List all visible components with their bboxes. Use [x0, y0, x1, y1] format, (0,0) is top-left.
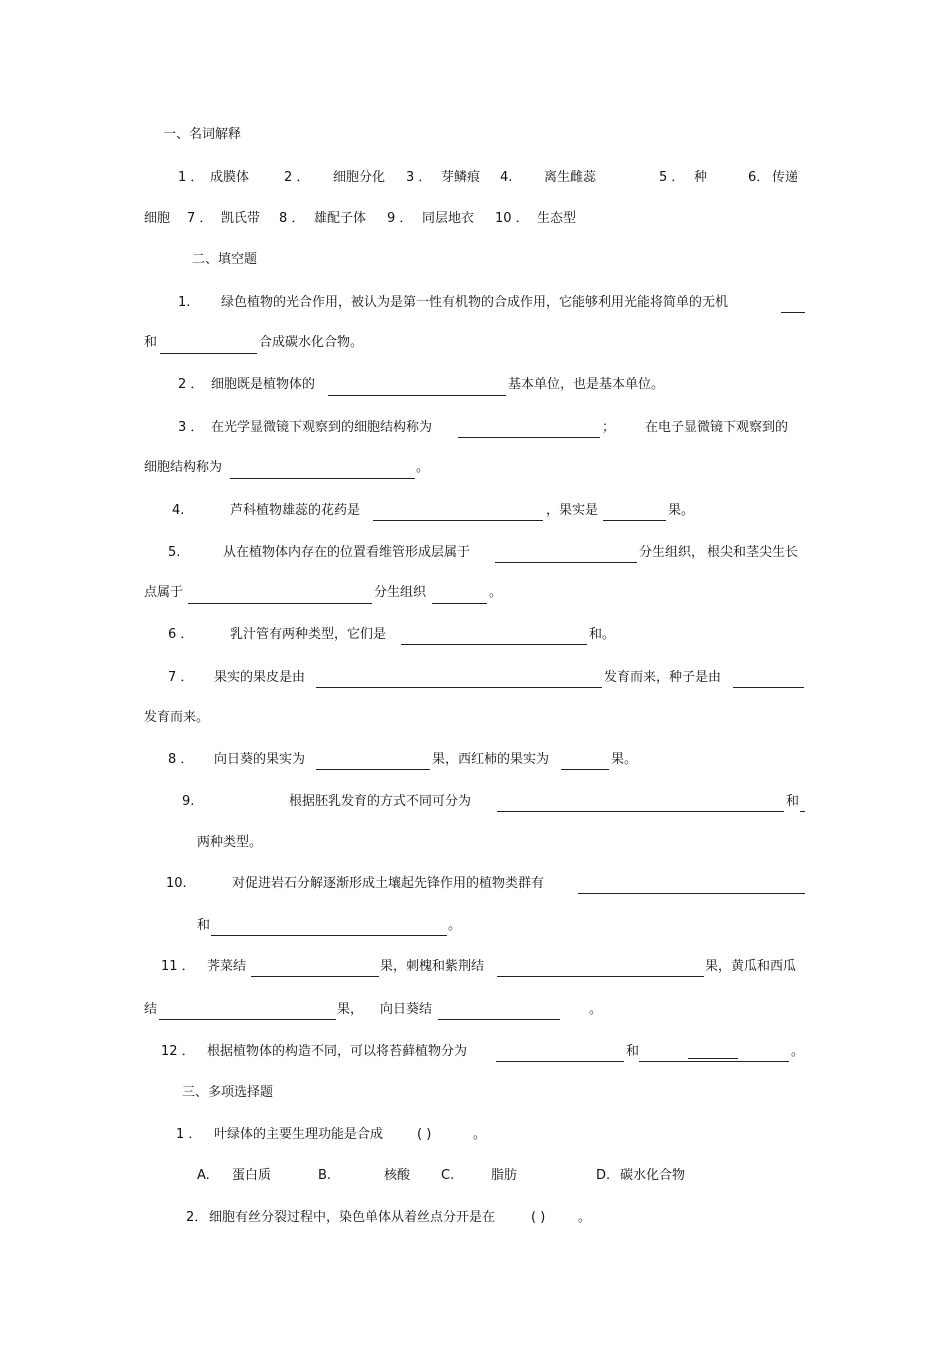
answer-parentheses[interactable]: ( ) [531, 1210, 546, 1225]
question-text: 分生组织， [639, 545, 705, 560]
question-text: 从在植物体内存在的位置看维管形成层属于 [223, 545, 471, 560]
question-text: 合成碳水化合物。 [259, 335, 364, 350]
answer-blank[interactable] [438, 1019, 560, 1020]
question-text: 。 [416, 460, 430, 475]
option-text: 蛋白质 [232, 1168, 272, 1183]
answer-blank[interactable] [497, 811, 784, 812]
question-text: 和。 [589, 627, 616, 642]
question-text: 向日葵结 [380, 1002, 433, 1017]
term-text: 雄配子体 [314, 211, 367, 226]
question-text: 根据植物体的构造不同，可以将苔藓植物分为 [207, 1044, 468, 1059]
question-text: 对促进岩石分解逐渐形成土壤起先锋作用的植物类群有 [232, 876, 545, 891]
question-text: 细胞结构称为 [144, 460, 223, 475]
term-number: 5 ． [659, 170, 685, 185]
answer-blank[interactable] [160, 353, 257, 354]
option-key: D. [596, 1168, 611, 1183]
question-text: 。 [791, 1044, 805, 1059]
question-text: 和 [197, 918, 211, 933]
term-number: 7 ． [187, 211, 213, 226]
answer-blank[interactable] [251, 976, 379, 977]
answer-blank-mark [688, 1058, 738, 1059]
question-number: 7 ． [168, 670, 194, 685]
term-text: 离生雌蕊 [544, 170, 597, 185]
question-text: 果。 [668, 503, 695, 518]
question-text: ，果实是 [546, 503, 599, 518]
term-number: 4. [500, 170, 513, 185]
term-number: 9 ． [387, 211, 413, 226]
term-number: 6． [748, 170, 770, 185]
term-number: 2 ． [284, 170, 310, 185]
question-text: 在电子显微镜下观察到的 [645, 420, 789, 435]
question-text: 。 [473, 1127, 487, 1142]
option-text: 碳水化合物 [620, 1168, 686, 1183]
question-number: 5. [168, 545, 181, 560]
answer-blank[interactable] [316, 769, 430, 770]
question-text: 。 [448, 918, 462, 933]
question-text: 乳汁管有两种类型，它们是 [230, 627, 387, 642]
question-text: 果，黄瓜和西瓜 [705, 959, 797, 974]
question-text: 果实的果皮是由 [214, 670, 306, 685]
question-text: 两种类型。 [197, 835, 263, 850]
term-number: 10 ． [495, 211, 529, 226]
question-text: 基本单位，也是基本单位。 [508, 377, 665, 392]
question-text: 。 [489, 585, 503, 600]
option-key: C. [441, 1168, 455, 1183]
question-text: 根尖和茎尖生长 [707, 545, 799, 560]
term-text: 细胞分化 [333, 170, 386, 185]
question-text: 发育而来。 [144, 710, 210, 725]
answer-blank[interactable] [432, 603, 487, 604]
question-text: 。 [578, 1210, 592, 1225]
term-number: 8 ． [279, 211, 305, 226]
answer-blank[interactable] [230, 478, 415, 479]
answer-blank[interactable] [458, 437, 600, 438]
answer-blank[interactable] [561, 769, 609, 770]
answer-blank[interactable] [159, 1019, 336, 1020]
answer-blank[interactable] [328, 395, 506, 396]
question-text: 根据胚乳发育的方式不同可分为 [289, 794, 472, 809]
question-number: 10. [166, 876, 187, 891]
question-number: 8 ． [168, 752, 194, 767]
question-text: 果，西红柿的果实为 [432, 752, 550, 767]
option-text: 核酸 [384, 1168, 411, 1183]
term-number: 1 ． [178, 170, 204, 185]
question-number: 1 ． [176, 1127, 202, 1142]
answer-blank[interactable] [495, 562, 637, 563]
answer-blank[interactable] [603, 520, 666, 521]
section-heading-2: 二、填空题 [192, 252, 258, 267]
question-text: 绿色植物的光合作用，被认为是第一性有机物的合成作用，它能够利用光能将简单的无机 [221, 295, 729, 310]
term-text: 成膜体 [210, 170, 250, 185]
question-text: 结 [144, 1002, 158, 1017]
answer-blank[interactable] [316, 687, 602, 688]
question-number: 2． [186, 1210, 208, 1225]
question-text: ； [602, 420, 616, 435]
question-number: 6 ． [168, 627, 194, 642]
question-text: 点属于 [144, 585, 184, 600]
question-number: 3 ． [178, 420, 204, 435]
question-number: 11 ． [161, 959, 195, 974]
question-text: 细胞既是植物体的 [211, 377, 316, 392]
answer-blank[interactable] [401, 644, 587, 645]
question-number: 1. [178, 295, 191, 310]
answer-parentheses[interactable]: ( ) [417, 1127, 432, 1142]
option-key: A. [197, 1168, 210, 1183]
option-key: B. [318, 1168, 332, 1183]
answer-blank[interactable] [211, 935, 447, 936]
term-text: 种 [694, 170, 708, 185]
question-text: 和 [786, 794, 800, 809]
term-text: 凯氏带 [221, 211, 261, 226]
term-number: 3 ． [406, 170, 432, 185]
term-text: 生态型 [537, 211, 577, 226]
question-text: 发育而来，种子是由 [604, 670, 722, 685]
question-number: 2 ． [178, 377, 204, 392]
question-text: 果， [337, 1002, 364, 1017]
question-text: 果。 [611, 752, 638, 767]
question-text: 荠菜结 [207, 959, 247, 974]
answer-blank[interactable] [373, 520, 543, 521]
option-text: 脂肪 [491, 1168, 518, 1183]
question-text: 在光学显微镜下观察到的细胞结构称为 [211, 420, 433, 435]
question-text: 芦科植物雄蕊的花药是 [230, 503, 361, 518]
question-text: 和 [144, 335, 158, 350]
question-text: 。 [589, 1002, 603, 1017]
question-number: 4. [172, 503, 185, 518]
question-text: 和 [626, 1044, 640, 1059]
answer-blank[interactable] [733, 687, 804, 688]
answer-blank[interactable] [578, 893, 805, 894]
term-text: 同层地衣 [422, 211, 475, 226]
section-heading-3: 三、多项选择题 [182, 1085, 274, 1100]
question-text: 果，刺槐和紫荆结 [380, 959, 485, 974]
question-text: 向日葵的果实为 [214, 752, 306, 767]
question-number: 9. [182, 794, 195, 809]
answer-blank[interactable] [497, 976, 704, 977]
answer-blank[interactable] [800, 811, 805, 812]
answer-blank[interactable] [188, 603, 372, 604]
answer-blank[interactable] [781, 312, 805, 313]
answer-blank[interactable] [496, 1061, 624, 1062]
question-text: 叶绿体的主要生理功能是合成 [214, 1127, 384, 1142]
term-text: 芽鳞痕 [441, 170, 481, 185]
section-heading-1: 一、名词解释 [163, 127, 242, 142]
term-continuation: 细胞 [144, 211, 171, 226]
question-number: 12 ． [161, 1044, 195, 1059]
question-text: 分生组织 [374, 585, 427, 600]
question-text: 细胞有丝分裂过程中，染色单体从着丝点分开是在 [209, 1210, 496, 1225]
answer-blank[interactable] [639, 1061, 789, 1062]
term-text: 传递 [772, 170, 799, 185]
